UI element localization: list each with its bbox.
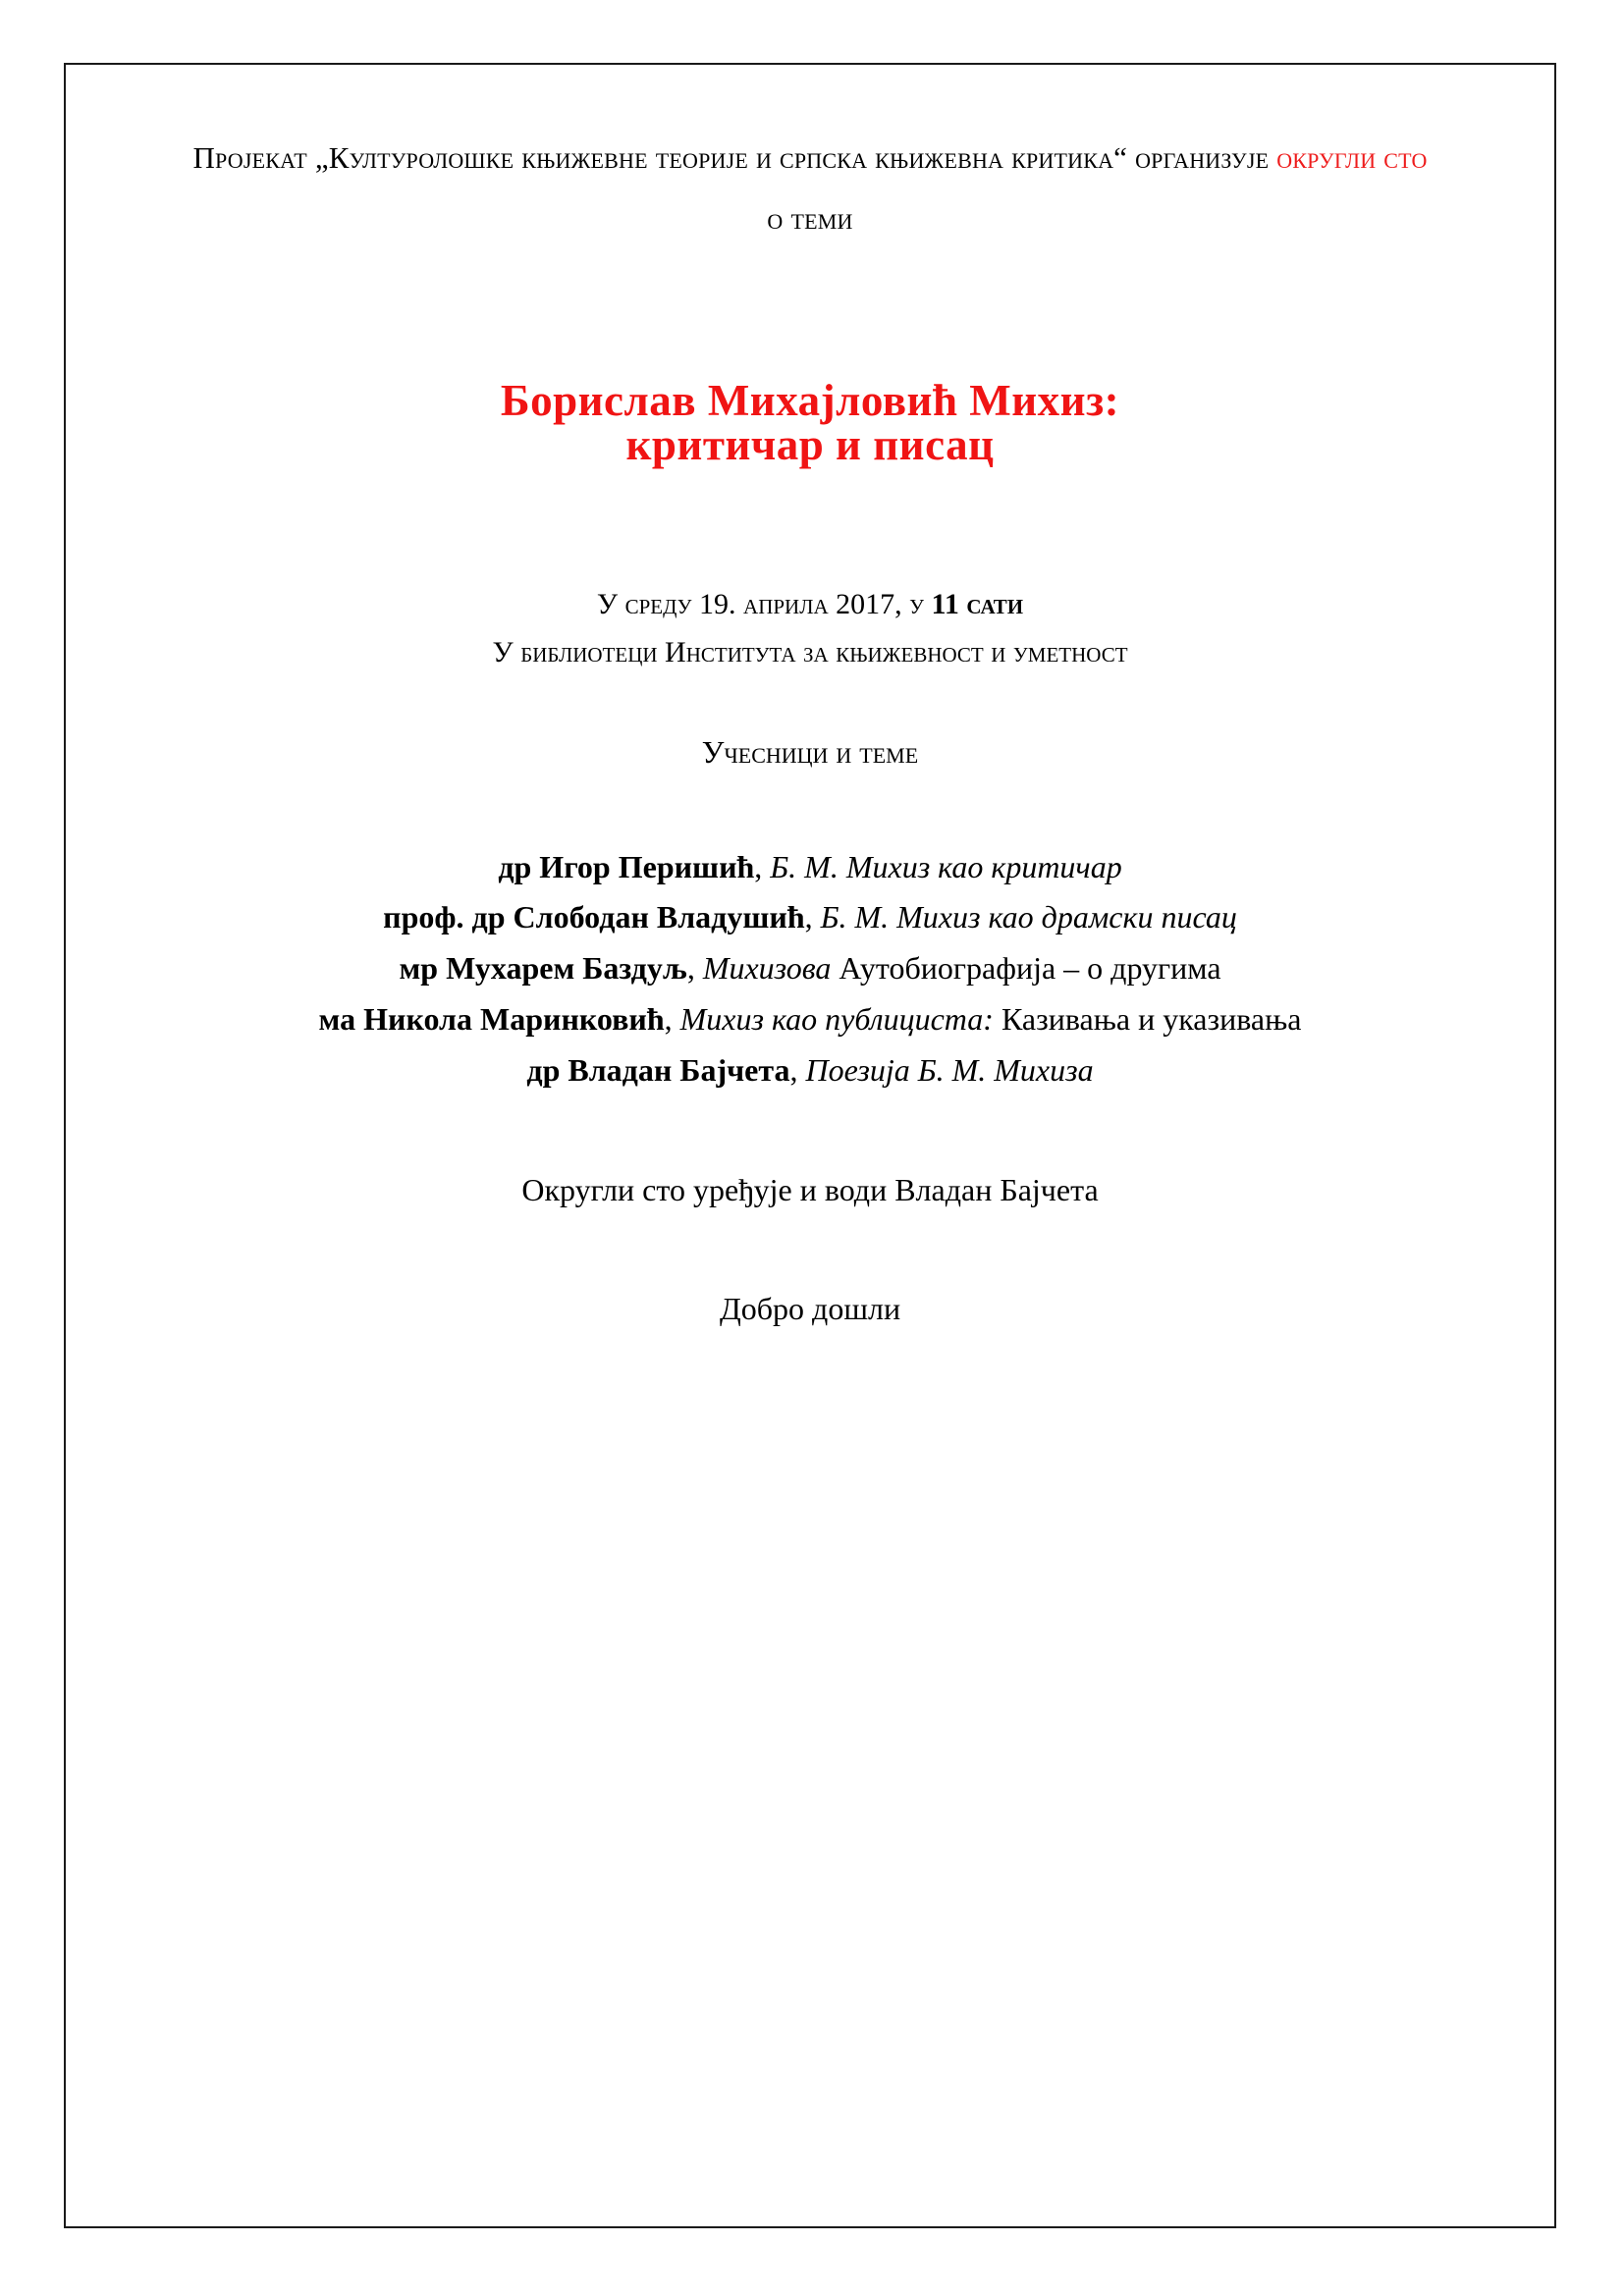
participant-name: др Владан Бајчета xyxy=(526,1051,790,1088)
list-item xyxy=(182,892,1438,943)
page-content xyxy=(66,65,1554,1330)
participant-name: ма Никола Маринковић xyxy=(318,1001,665,1038)
page-title-line-1: Борислав Михајловић Михиз: xyxy=(500,376,1120,425)
welcome-line: Добро дошли xyxy=(719,1291,901,1327)
list-item xyxy=(182,842,1438,893)
page-title-line-2: критичар и писац xyxy=(625,420,995,469)
intro-paragraph xyxy=(182,65,1438,249)
participant-topic-plain: Казивања и указивања xyxy=(993,1001,1302,1038)
event-datetime xyxy=(597,588,1023,620)
participant-topic: Поезија Б. М. Михиза xyxy=(805,1051,1094,1088)
participant-separator: , xyxy=(754,848,771,884)
page-frame xyxy=(64,63,1556,2228)
list-item xyxy=(182,1045,1438,1096)
participant-topic-plain: Аутобиографија – о другима xyxy=(831,950,1221,987)
participant-name: мр Мухарем Баздуљ xyxy=(399,950,687,987)
event-details xyxy=(182,467,1438,676)
participant-separator: , xyxy=(664,1001,680,1038)
event-date: У среду 19. априла 2017, у xyxy=(596,588,932,620)
participants-heading: Учесници и теме xyxy=(701,734,919,771)
participant-topic: Б. М. Михиз као драмски писац xyxy=(820,899,1237,935)
participant-name: проф. др Слободан Владушић xyxy=(383,899,805,935)
event-venue: У библиотеци Института за књижевност и уметност xyxy=(492,635,1128,668)
intro-text-before-accent: Пројекат „Културолошке књижевне теорије и српска књижевна критика“ организује xyxy=(192,140,1277,175)
participant-topic: Михиз као публициста: xyxy=(679,1001,994,1038)
list-item xyxy=(182,943,1438,994)
participant-separator: , xyxy=(686,950,703,987)
intro-accent-text: округли сто xyxy=(1276,140,1428,175)
list-item xyxy=(182,994,1438,1045)
participant-separator: , xyxy=(789,1051,806,1088)
participant-separator: , xyxy=(804,899,821,935)
page-title xyxy=(182,249,1438,467)
moderator-line: Округли сто уређује и води Владан Бајчета xyxy=(521,1171,1099,1207)
participant-topic: Михизова xyxy=(702,950,832,987)
event-time: 11 сати xyxy=(931,588,1024,620)
participants-list xyxy=(182,772,1438,1096)
participant-name: др Игор Перишић xyxy=(498,848,755,884)
intro-text-after-accent: о теми xyxy=(767,201,853,236)
participant-topic: Б. М. Михиз као критичар xyxy=(770,848,1122,884)
